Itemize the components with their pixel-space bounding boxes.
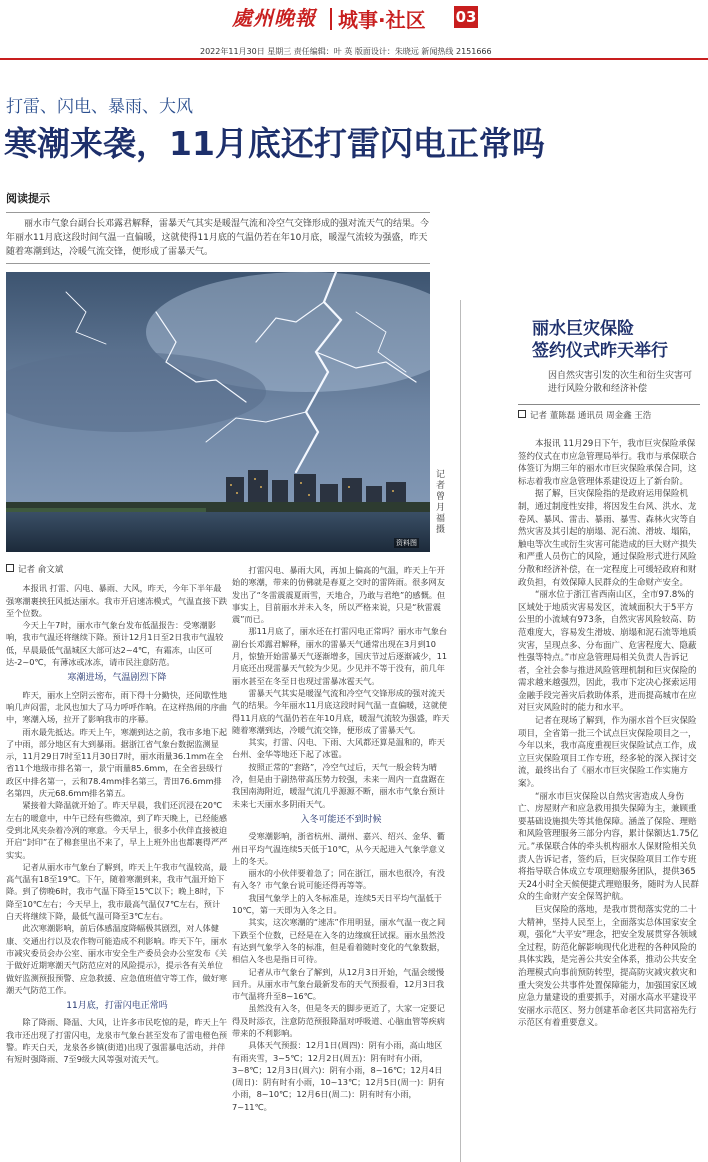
paragraph: 记者在现场了解到，作为丽水首个巨灾保险项目，全省第一批三个试点巨灾保险项目之一，今年以来，我市高度重视巨灾保险试点工作，成立巨灾保险项目工作专班，经多轮的深入探讨交流，最终出台了《丽水市巨灾保险工作实施方案》。 [518,716,697,790]
reading-tips-box [6,190,430,264]
paragraph: 丽水的小伙伴要着急了；同在浙江，丽水也很冷，有没有入冬？市气象台说可能还得再等等。 [232,868,445,891]
article-column-2 [232,564,450,1113]
article-headline: 寒潮来袭，11月底还打雷闪电正常吗 [4,124,545,163]
subheading: 11月底，打雷闪电正常吗 [66,1001,168,1012]
main-byline-text: 记者 俞文斌 [18,565,64,575]
paragraph: “丽水市巨灾保险以自然灾害造成人身伤亡、房屋财产和应急救用损失保障为主，兼顾重要基础设施损失等其他保障。涵盖了保险、理赔和风险管理服务三部分内容，累计保额达1.75亿元。”承保联合体的牵头机构丽水人保财险相关负责人告诉记者，签约后，巨灾保险项目工作专班将指导联合体成立专项理赔服务团队，提供365天24小时全天候便捷式理赔服务，随时为人民群众的生命财产安全保驾护航。 [518,791,699,903]
photo-credit: 记者 曾月福 摄 [436,470,446,535]
article-column-1 [6,564,228,1066]
issue-info-line: 2022年11月30日 星期三 责任编辑：叶 英 版面设计：朱晓远 新闻热线 2151666 [200,47,492,56]
paragraph: 那11月底了，丽水还在打雷闪电正常吗？丽水市气象台副台长邓露君解释，丽水的雷暴天气通常出现在3月到10月，惊蛰开始雷暴天气逐渐增多，国庆节过后逐渐减少，11月底还出现雷暴天气较为少见。少见并不等于没有，前几年丽水甚至在冬至日也现过雷暴冰雹天气。 [232,626,448,686]
paragraph: 其实，打雷、闪电、下雨、大风都还算是温和的，昨天台州、金华等地还下起了冰雹。 [232,737,445,760]
side-byline-text: 记者 董陈磊 通讯员 周金鑫 王浩 [530,411,652,421]
subheading: 寒潮进场，气温剧烈下降 [67,673,167,684]
paragraph: 本报讯 打雷、闪电、暴雨、大风，昨天，今年下半年最强寒潮裹挟狂风抵达丽水。我市开启速冻模式，气温直接下跌至个位数。 [6,583,228,618]
side-byline [518,410,651,422]
paragraph: 其实，这次寒潮的“速冻”作用明显，丽水气温一夜之间下跌至个位数，已经是在入冬的边缘疯狂试探。丽水虽然没有达到气象学入冬的标准，但是看着随时变化的气象数据，相信入冬也是指日可待。 [232,917,446,965]
paragraph: “丽水位于浙江省西南山区，全市97.8%的区域处于地质灾害易发区，流域面积大于5平方公里的小流域有973条，自然灾害风险较高、防范难度大，容易发生滑坡、崩塌和泥石流等地质灾害，呈现点多、分布面广、危害程度大、隐蔽性强等特点。”市应急管理局相关负责人告诉记者，全社会参与推进风险管理机制和巨灾保险的需求越来越强烈，因此，我市下定决心探索运用金融手段完善灾后救助体系，进而提高城市在应对巨灾风险时的能力和水平。 [518,590,697,714]
article-kicker: 打雷、闪电、暴雨、大风 [6,97,193,117]
masthead-rule [0,58,708,60]
paragraph: 雨水最先抵达。昨天上午，寒潮到达之前，我市多地下起了中雨，部分地区有大到暴雨。据浙江省气象台数据监测显示，11月29日7时至11月30日7时，丽水雨量36.1mm在全省11个地级市排名第一，景宁雨量85.6mm，在全省县级行政区中排名第一，云和78.4mm排名第三，青田76.6mm排名第四，庆元68.6mm排名第五。 [6,726,228,799]
masthead-divider [330,8,332,30]
byline-square-icon [518,410,526,418]
paragraph: 虽然没有入冬，但是冬天的脚步更近了，大家一定要记得及时添衣，注意防范预报降温对呼吸道、心脑血管等疾病带来的不利影响。 [232,1003,445,1038]
side-article-rule [518,404,700,405]
lightning-storm-image [6,272,430,552]
paragraph: 记者从市气象台了解到，从12月3日开始，气温会缓慢回升。从丽水市气象台最新发布的天气预报看，12月3日我市气温将升至8~16℃。 [232,966,445,1002]
newspaper-logo: 處州晚報 [232,6,316,30]
section-title: 城事·社区 [338,8,426,32]
subheading: 入冬可能还不到时候 [300,814,382,825]
reading-tips-bottom-rule [6,263,430,264]
main-byline [6,564,228,576]
photo-source-label: 资料图 [396,539,417,547]
paragraph: 本报讯 11月29日下午，我市巨灾保险承保签约仪式在市应急管理局举行。我市与承保联合体签订为期三年的丽水市巨灾保险承保合同，这标志着我市应急管理体系建设迈上了新台阶。 [518,439,697,487]
paragraph: 受寒潮影响，浙省杭州、湖州、嘉兴、绍兴、金华、衢州日平均气温连续5天低于10℃，从今天起进入气象学意义上的冬天。 [232,831,446,866]
byline-square-icon [6,564,14,572]
paragraph: 巨灾保险的落地，是我市贯彻落实党的二十大精神，坚持人民至上，全面落实总体国家安全观，强化“大平安”理念，把安全发展贯穿各领域全过程，防范化解影响现代化进程的各种风险的具体实践，是完善公共安全体系，推动公共安全治理模式向事前预防转型，提高防灾减灾救灾和重大突发公共事件处置保障能力，加强国家区域应急力量建设的重要抓手，对丽水高水平建设平安丽水示范区、努力创建革命老区共同富裕先行示范区有着重要意义。 [518,904,697,1029]
side-article-subtitle: 因自然灾害引发的次生和衍生灾害可进行风险分散和经济补偿 [548,371,693,394]
paragraph: 记者从丽水市气象台了解到，昨天上午我市气温较高，最高气温有18至19℃。下午，随着寒潮到来，我市气温开始下降。到了傍晚6时，我市气温下降至15℃以下；晚上8时，下降至10℃左右；今天早上，我市最高气温仅7℃左右，预计白天将继续下降，最低气温可降至3℃左右。 [6,861,228,922]
paragraph: 紧接着大降温就开始了。昨天早晨，我们还沉浸在20℃左右的暖意中，中午已经有些微凉，到了昨天晚上，已经能感受到北风夹杂着冷冽的寒意。今天早上，很多小伙伴直接被迫开启“封印”在了棉套里出不来了，早上上班外出也都裹得严严实实。 [6,800,228,860]
masthead [0,0,708,42]
paragraph: 雷暴天气其实是暖湿气流和冷空气交锋形成的强对流天气的结果。今年丽水11月底这段时间气温一直偏暖，这就使得11月底的气温仍若在年10月底，暖湿气流较为强盛，昨天随着寒潮到达，冷暖气流交锋，便形成了雷暴天气。 [232,687,450,735]
paragraph: 具体天气预报：12月1日(周四)：阴有小雨，高山地区有雨夹雪，3~5℃；12月2日(周五)：阴有时有小雨，3~8℃；12月3日(周六)：阴有小雨，8~16℃；12月4日(周日)：阴有时有小雨，10~13℃；12月5日(周一)：阴有小雨，8~10℃；12月6日(周二)：阴有时有小雨，7~11℃。 [232,1040,445,1112]
side-article-body [518,438,700,1030]
paragraph: 此次寒潮影响，前后体感温度降幅极其剧烈，对人体健康、交通出行以及农作物可能造成不利影响。昨天下午，丽水市减灾委员会办公室、丽水市安全生产委员会办公室发布《关于做好近期寒潮天气防范应对的风险提示》，提示各有关单位做好监测预报预警、应急救援、应急值班值守等工作，做好寒潮天气防范工作。 [6,923,228,995]
paragraph: 今天上午7时，丽水市气象台发布低温报告：受寒潮影响，我市气温还将继续下降。预计12月1日至2日我市气温较低，早晨最低气温城区大部可达2~4℃，有霜冻，山区可达-2~0℃，有薄冰或冰冻，请市民注意防范。 [6,620,224,668]
lightning-photo [6,272,430,552]
side-article-title [532,318,668,362]
reading-tips-title: 阅读提示 [6,192,50,205]
paragraph: 打雷闪电、暴雨大风，再加上偏高的气温，昨天上午开始的寒潮，带来的仿佛就是春夏之交时的雷阵雨。很多网友发出了“冬雷震震夏雨雪，天地合，乃敢与君绝”的感慨。但事实上，目前丽水并未入冬，所以严格来说，只是“秋雷震震”而已。 [232,565,446,625]
paragraph: 按照正常的“套路”，冷空气过后，天气一般会转为晴冷，但是由于副热带高压势力较强，未来一周内一直盘踞在我国南海附近，暖湿气流几乎源源不断，丽水市气象台预计未来七天丽水多阴雨天气。 [232,761,445,809]
paragraph: 昨天，丽水上空阴云密布，雨下得十分勤快，还间歇性地响几声闷雷，北风也加大了马力呼呼作响。在这样热闹的序曲中，寒潮入场，拉开了影响我市的序幕。 [6,689,228,725]
paragraph: 据了解，巨灾保险指的是政府运用保险机制，通过制度性安排，将因发生台风、洪水、龙卷风、暴风、雷击、暴雨、暴雪、森林火灾等自然灾害及其引起的崩塌、泥石流、滑坡、塌陷，触电等次生或衍生灾害可能造成的巨大财产损失和严重人员伤亡的风险，通过保险形式进行风险分散和经济补偿，在一定程度上可缓轻政府和财政负担，有效保障人民群众的生命财产安全。 [518,489,697,588]
side-title-line-2: 签约仪式昨天举行 [532,341,668,361]
paragraph: 除了降雨、降温、大风，让许多市民吃惊的是，昨天上午我市还出现了打雷闪电，龙泉市气象台甚至发布了雷电橙色预警。昨天白天，龙泉各乡镇(街道)出现了强雷暴电活动，并伴有短时强降雨、7至9级大风等强对流天气。 [6,1017,228,1065]
paragraph: 我国气象学上的入冬标准是，连续5天日平均气温低于10℃，第一天即为入冬之日。 [232,892,442,916]
column-divider [460,300,461,1162]
reading-tips-text: 丽水市气象台副台长邓露君解释，雷暴天气其实是暖湿气流和冷空气交锋形成的强对流天气的结果。今年丽水11月底这段时间气温一直偏暖，这就使得11月底的气温仍若在年10月底，暖湿气流较为强盛，昨天随着寒潮到达，冷暖气流交锋，便形成了雷暴天气。 [6,219,430,257]
reading-tips-rule [6,212,430,213]
page-number-badge: 03 [455,8,477,26]
side-title-line-1: 丽水巨灾保险 [532,319,634,339]
